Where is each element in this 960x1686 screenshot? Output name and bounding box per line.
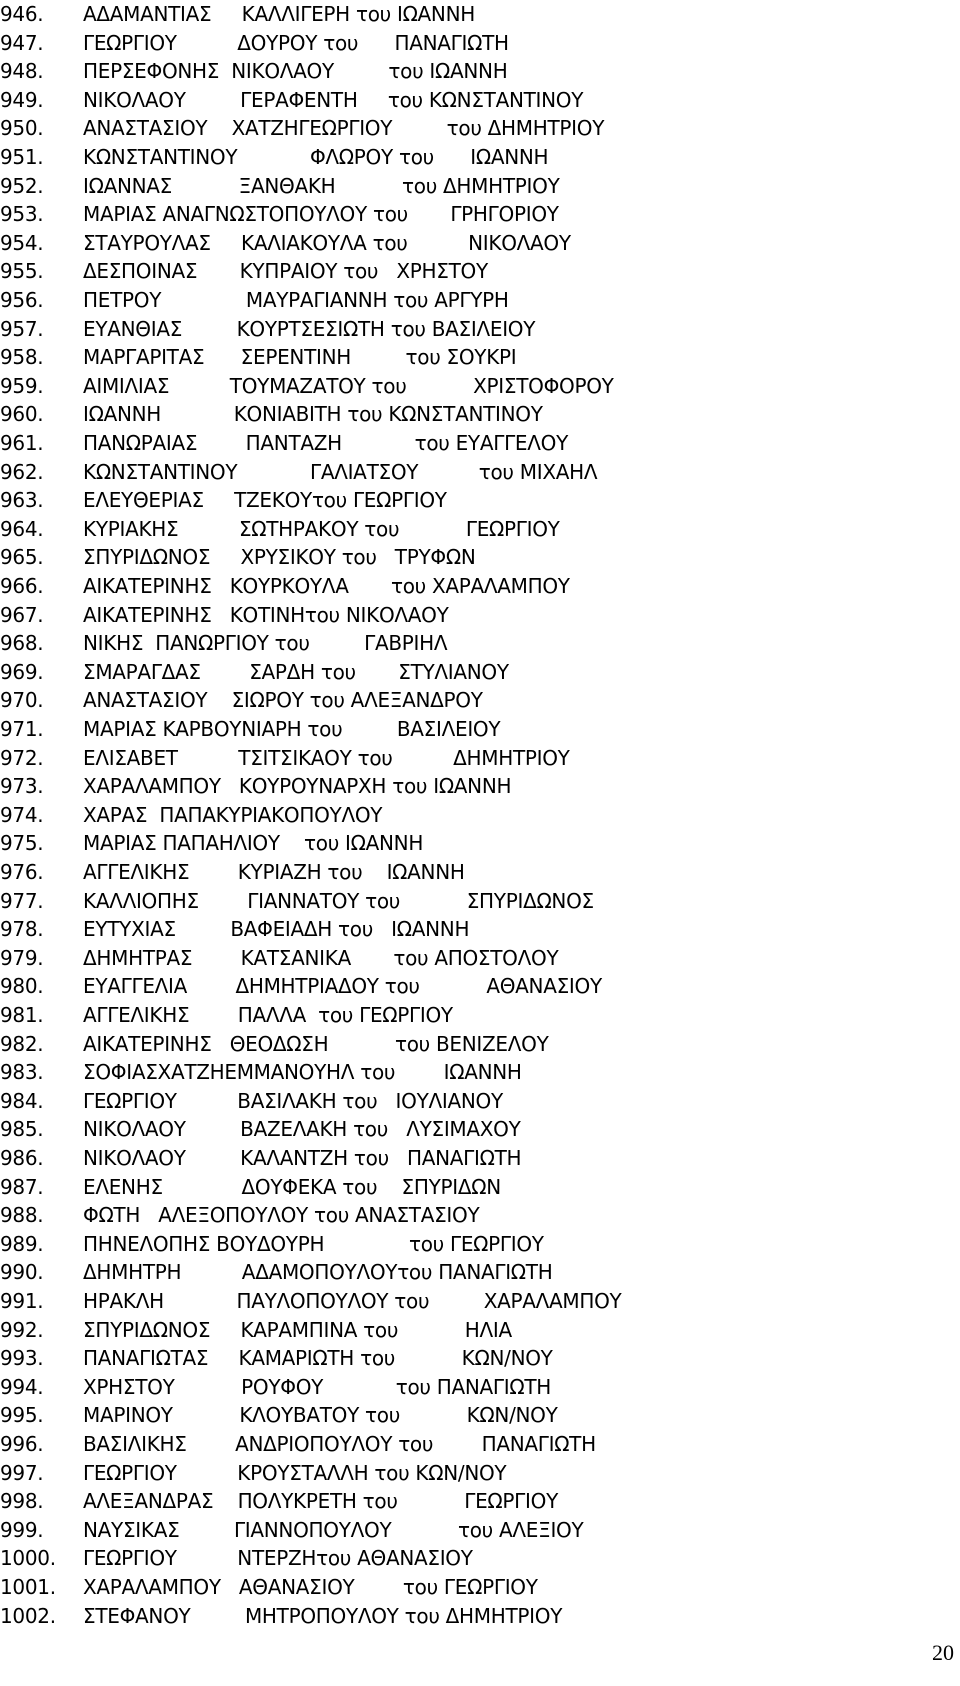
entry-name: ΑΓΓΕΛΙΚΗΣ ΚΥΡΙΑΖΗ του ΙΩΑΝΝΗ [83, 860, 465, 884]
entry-name: ΣΤΑΥΡΟΥΛΑΣ ΚΑΛΙΑΚΟΥΛΑ του ΝΙΚΟΛΑΟΥ [83, 230, 571, 255]
entry-number: 989. [0, 1231, 44, 1256]
entry-name: ΝΙΚΗΣ ΠΑΝΩΡΓΙΟΥ του ΓΑΒΡΙΗΛ [83, 631, 448, 656]
entry-name: ΜΑΡΙΑΣ ΠΑΠΑΗΛΙΟΥ του ΙΩΑΝΝΗ [83, 831, 424, 856]
entry-name: ΝΙΚΟΛΑΟΥ ΓΕΡΑΦΕΝΤΗ του ΚΩΝΣΤΑΝΤΙΝΟΥ [83, 87, 584, 112]
entry-name: ΜΑΡΙΑΣ ΑΝΑΓΝΩΣΤΟΠΟΥΛΟΥ του ΓΡΗΓΟΡΙΟΥ [83, 202, 559, 227]
entry-number: 991. [0, 1289, 44, 1313]
entry-name: ΚΑΛΛΙΟΠΗΣ ΓΙΑΝΝΑΤΟΥ του ΣΠΥΡΙΔΩΝΟΣ [83, 888, 594, 913]
entry-number: 952. [0, 173, 44, 198]
entry-name: ΕΥΑΓΓΕΛΙΑ ΔΗΜΗΤΡΙΑΔΟΥ του ΑΘΑΝΑΣΙΟΥ [83, 974, 602, 999]
entry-number: 954. [0, 230, 44, 255]
entry-number: 1001. [0, 1575, 56, 1599]
entry-name: ΑΓΓΕΛΙΚΗΣ ΠΑΛΛΑ του ΓΕΩΡΓΙΟΥ [83, 1003, 453, 1027]
entry-number: 953. [0, 202, 44, 227]
entry-name: ΝΙΚΟΛΑΟΥ ΚΑΛΑΝΤΖΗ του ΠΑΝΑΓΙΩΤΗ [83, 1146, 522, 1170]
entry-name: ΕΥΑΝΘΙΑΣ ΚΟΥΡΤΣΕΣΙΩΤΗ του ΒΑΣΙΛΕΙΟΥ [83, 316, 536, 341]
entry-name: ΒΑΣΙΛΙΚΗΣ ΑΝΔΡΙΟΠΟΥΛΟΥ του ΠΑΝΑΓΙΩΤΗ [83, 1432, 596, 1456]
entry-number: 1000. [0, 1546, 56, 1571]
entry-number: 1002. [0, 1603, 56, 1628]
entry-number: 947. [0, 30, 44, 55]
entry-name: ΓΕΩΡΓΙΟΥ ΝΤΕΡΖΗτου ΑΘΑΝΑΣΙΟΥ [83, 1546, 473, 1571]
entry-name: ΜΑΡΓΑΡΙΤΑΣ ΣΕΡΕΝΤΙΝΗ του ΣΟΥΚΡΙ [83, 345, 517, 370]
entry-name: ΧΑΡΑΛΑΜΠΟΥ ΑΘΑΝΑΣΙΟΥ του ΓΕΩΡΓΙΟΥ [83, 1575, 538, 1599]
entry-name: ΑΝΑΣΤΑΣΙΟΥ ΣΙΩΡΟΥ του ΑΛΕΞΑΝΔΡΟΥ [83, 688, 483, 713]
entry-name: ΕΥΤΥΧΙΑΣ ΒΑΦΕΙΑΔΗ του ΙΩΑΝΝΗ [83, 917, 470, 942]
entry-number: 958. [0, 345, 44, 370]
entry-name: ΑΙΜΙΛΙΑΣ ΤΟΥΜΑΖΑΤΟΥ του ΧΡΙΣΤΟΦΟΡΟΥ [83, 373, 614, 398]
entry-name: ΑΙΚΑΤΕΡΙΝΗΣ ΚΟΥΡΚΟΥΛΑ του ΧΑΡΑΛΑΜΠΟΥ [83, 574, 570, 598]
entry-number: 994. [0, 1374, 44, 1399]
entry-number: 975. [0, 831, 44, 856]
entry-name: ΓΕΩΡΓΙΟΥ ΚΡΟΥΣΤΑΛΛΗ του ΚΩΝ/ΝΟΥ [83, 1460, 507, 1485]
entry-name: ΣΜΑΡΑΓΔΑΣ ΣΑΡΔΗ του ΣΤΥΛΙΑΝΟΥ [83, 659, 509, 684]
entry-name: ΓΕΩΡΓΙΟΥ ΒΑΣΙΛΑΚΗ του ΙΟΥΛΙΑΝΟΥ [83, 1088, 503, 1113]
entry-number: 951. [0, 145, 44, 169]
entry-name: ΣΤΕΦΑΝΟΥ ΜΗΤΡΟΠΟΥΛΟΥ του ΔΗΜΗΤΡΙΟΥ [83, 1603, 563, 1628]
entry-number: 981. [0, 1003, 44, 1027]
entry-name: ΣΟΦΙΑΣΧΑΤΖΗΕΜΜΑΝΟΥΗΛ του ΙΩΑΝΝΗ [83, 1060, 522, 1085]
entry-name: ΧΑΡΑΣ ΠΑΠΑΚΥΡΙΑΚΟΠΟΥΛΟΥ [83, 802, 383, 827]
entry-number: 997. [0, 1460, 44, 1485]
entry-number: 977. [0, 888, 44, 913]
entry-number: 998. [0, 1489, 44, 1514]
entry-number: 949. [0, 87, 44, 112]
entry-name: ΦΩΤΗ ΑΛΕΞΟΠΟΥΛΟΥ του ΑΝΑΣΤΑΣΙΟΥ [83, 1203, 480, 1228]
entry-name: ΠΗΝΕΛΟΠΗΣ ΒΟΥΔΟΥΡΗ του ΓΕΩΡΓΙΟΥ [83, 1231, 544, 1256]
entry-number: 987. [0, 1174, 44, 1199]
entry-number: 959. [0, 373, 44, 398]
entry-number: 965. [0, 545, 44, 570]
entry-number: 946. [0, 2, 44, 26]
entry-name: ΔΗΜΗΤΡΗ ΑΔΑΜΟΠΟΥΛΟΥτου ΠΑΝΑΓΙΩΤΗ [83, 1260, 553, 1285]
entry-name: ΓΕΩΡΓΙΟΥ ΔΟΥΡΟΥ του ΠΑΝΑΓΙΩΤΗ [83, 30, 509, 55]
entry-name: ΑΙΚΑΤΕΡΙΝΗΣ ΚΟΤΙΝΗτου ΝΙΚΟΛΑΟΥ [83, 602, 449, 627]
entry-number: 957. [0, 316, 44, 341]
entry-number: 996. [0, 1432, 44, 1456]
entry-number: 969. [0, 659, 44, 684]
entry-number: 978. [0, 917, 44, 942]
entry-number: 955. [0, 259, 44, 284]
entry-number: 971. [0, 717, 44, 741]
entry-name: ΚΩΝΣΤΑΝΤΙΝΟΥ ΓΑΛΙΑΤΣΟΥ του ΜΙΧΑΗΛ [83, 459, 598, 484]
entry-number: 983. [0, 1060, 44, 1085]
entry-number: 982. [0, 1031, 44, 1056]
entry-number: 990. [0, 1260, 44, 1285]
entry-name: ΑΛΕΞΑΝΔΡΑΣ ΠΟΛΥΚΡΕΤΗ του ΓΕΩΡΓΙΟΥ [83, 1489, 558, 1514]
entry-number: 966. [0, 574, 44, 598]
entry-number: 956. [0, 288, 44, 312]
entry-name: ΚΥΡΙΑΚΗΣ ΣΩΤΗΡΑΚΟΥ του ΓΕΩΡΓΙΟΥ [83, 516, 560, 541]
entry-number: 968. [0, 631, 44, 656]
entry-name: ΕΛΕΥΘΕΡΙΑΣ ΤΖΕΚΟΥτου ΓΕΩΡΓΙΟΥ [83, 488, 447, 513]
entry-number: 960. [0, 402, 44, 427]
entry-number: 973. [0, 774, 44, 799]
entry-number: 961. [0, 431, 44, 455]
entry-name: ΠΑΝΩΡΑΙΑΣ ΠΑΝΤΑΖΗ του ΕΥΑΓΓΕΛΟΥ [83, 431, 568, 455]
entry-name: ΕΛΙΣΑΒΕΤ ΤΣΙΤΣΙΚΑΟΥ του ΔΗΜΗΤΡΙΟΥ [83, 745, 570, 770]
entry-name: ΙΩΑΝΝΑΣ ΞΑΝΘΑΚΗ του ΔΗΜΗΤΡΙΟΥ [83, 173, 560, 198]
entry-name: ΧΡΗΣΤΟΥ ΡΟΥΦΟΥ του ΠΑΝΑΓΙΩΤΗ [83, 1374, 552, 1399]
entry-number: 985. [0, 1117, 44, 1142]
entry-number: 976. [0, 860, 44, 884]
entry-name: ΠΕΤΡΟΥ ΜΑΥΡΑΓΙΑΝΝΗ του ΑΡΓΥΡΗ [83, 288, 509, 312]
page-number: 20 [932, 1640, 954, 1665]
entry-number: 970. [0, 688, 44, 713]
entry-number: 967. [0, 602, 44, 627]
entry-number: 979. [0, 945, 44, 970]
entry-name: ΗΡΑΚΛΗ ΠΑΥΛΟΠΟΥΛΟΥ του ΧΑΡΑΛΑΜΠΟΥ [83, 1289, 622, 1313]
entry-name: ΔΗΜΗΤΡΑΣ ΚΑΤΣΑΝΙΚΑ του ΑΠΟΣΤΟΛΟΥ [83, 945, 559, 970]
entry-name: ΠΑΝΑΓΙΩΤΑΣ ΚΑΜΑΡΙΩΤΗ του ΚΩΝ/ΝΟΥ [83, 1346, 553, 1371]
entry-number: 962. [0, 459, 44, 484]
entry-name: ΕΛΕΝΗΣ ΔΟΥΦΕΚΑ του ΣΠΥΡΙΔΩΝ [83, 1174, 501, 1199]
entry-name: ΜΑΡΙΑΣ ΚΑΡΒΟΥΝΙΑΡΗ του ΒΑΣΙΛΕΙΟΥ [83, 717, 501, 741]
entry-number: 980. [0, 974, 44, 999]
entry-name: ΠΕΡΣΕΦΟΝΗΣ ΝΙΚΟΛΑΟΥ του ΙΩΑΝΝΗ [83, 59, 508, 84]
entry-number: 964. [0, 516, 44, 541]
entry-name: ΔΕΣΠΟΙΝΑΣ ΚΥΠΡΑΙΟΥ του ΧΡΗΣΤΟΥ [83, 259, 488, 284]
entry-number: 993. [0, 1346, 44, 1371]
entry-number: 992. [0, 1317, 44, 1342]
entry-number: 995. [0, 1403, 44, 1428]
entry-name: ΑΝΑΣΤΑΣΙΟΥ ΧΑΤΖΗΓΕΩΡΓΙΟΥ του ΔΗΜΗΤΡΙΟΥ [83, 116, 605, 141]
entry-number: 972. [0, 745, 44, 770]
entry-name: ΑΙΚΑΤΕΡΙΝΗΣ ΘΕΟΔΩΣΗ του ΒΕΝΙΖΕΛΟΥ [83, 1031, 549, 1056]
entry-name: ΝΙΚΟΛΑΟΥ ΒΑΖΕΛΑΚΗ του ΛΥΣΙΜΑΧΟΥ [83, 1117, 521, 1142]
entry-number: 948. [0, 59, 44, 84]
entry-name: ΙΩΑΝΝΗ ΚΟΝΙΑΒΙΤΗ του ΚΩΝΣΤΑΝΤΙΝΟΥ [83, 402, 543, 427]
entry-number: 999. [0, 1517, 44, 1542]
entry-number: 974. [0, 802, 44, 827]
entry-name: ΣΠΥΡΙΔΩΝΟΣ ΚΑΡΑΜΠΙΝΑ του ΗΛΙΑ [83, 1317, 512, 1342]
entry-number: 986. [0, 1146, 44, 1170]
entry-name: ΑΔΑΜΑΝΤΙΑΣ ΚΑΛΛΙΓΕΡΗ του ΙΩΑΝΝΗ [83, 2, 475, 26]
entry-number: 988. [0, 1203, 44, 1228]
entry-name: ΧΑΡΑΛΑΜΠΟΥ ΚΟΥΡΟΥΝΑΡΧΗ του ΙΩΑΝΝΗ [83, 774, 512, 799]
entry-name: ΝΑΥΣΙΚΑΣ ΓΙΑΝΝΟΠΟΥΛΟΥ του ΑΛΕΞΙΟΥ [83, 1517, 584, 1542]
entry-number: 984. [0, 1088, 44, 1113]
entry-name: ΣΠΥΡΙΔΩΝΟΣ ΧΡΥΣΙΚΟΥ του ΤΡΥΦΩΝ [83, 545, 476, 570]
entry-name: ΜΑΡΙΝΟΥ ΚΛΟΥΒΑΤΟΥ του ΚΩΝ/ΝΟΥ [83, 1403, 558, 1428]
entry-number: 963. [0, 488, 44, 513]
entry-number: 950. [0, 116, 44, 141]
entry-name: ΚΩΝΣΤΑΝΤΙΝΟΥ ΦΛΩΡΟΥ του ΙΩΑΝΝΗ [83, 145, 549, 169]
